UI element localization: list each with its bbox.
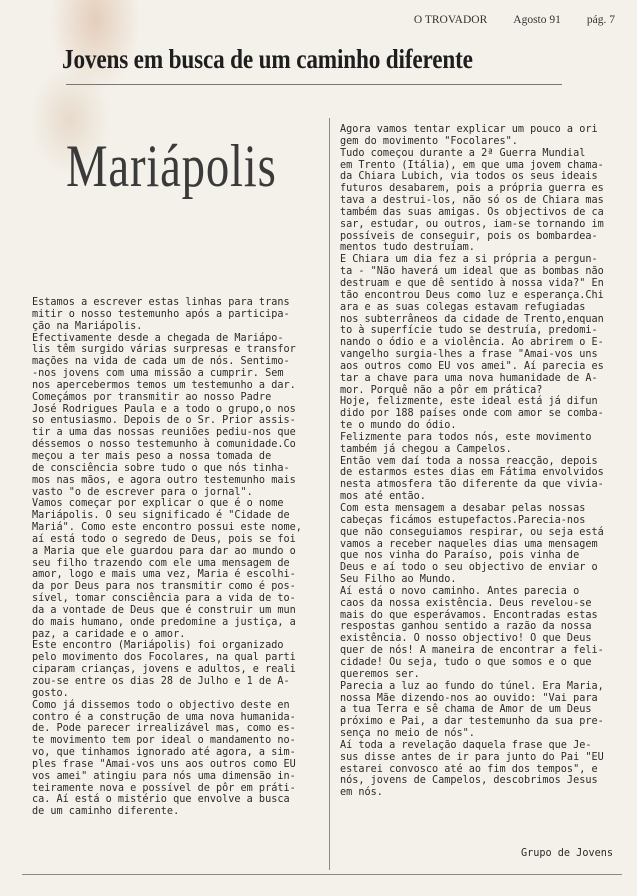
article-title: Mariápolis [66, 133, 277, 199]
text-line: destruam e que dê sentido à nossa vida?" En [340, 277, 604, 289]
text-line: vamos a receber naqueles dias uma mensagem [340, 538, 598, 550]
text-line: vos amei" atingiu para nós uma dimensão in- [32, 770, 296, 782]
text-line: Efectivamente desde a chegada de Mariápo- [32, 332, 284, 344]
text-line: nos apercebermos temos um testemunho a dar. [32, 379, 296, 391]
text-line: gosto. [32, 687, 69, 699]
text-line: que não conseguiamos respirar, ou seja está [340, 526, 604, 538]
issue-date: Agosto 91 [513, 14, 561, 26]
text-line: que nos vinha do Paraíso, pois vinha de [340, 550, 580, 562]
text-line: Este encontro (Mariápolis) foi organizado [32, 640, 284, 652]
text-line: também das suas amigas. Os objectivos de ca [340, 206, 604, 218]
text-line: Aí toda a revelação daquela frase que Je- [340, 739, 592, 751]
text-line: da a vontade de Deus que é construir um mun [32, 604, 296, 616]
text-line: déssemos o nosso testemunho à comunidade.Co [32, 439, 296, 451]
text-line: Como já dissemos todo o objectivo deste en [32, 699, 290, 711]
footer-rule [22, 874, 622, 875]
page-header [340, 14, 615, 26]
text-line: Mariá". Como este encontro possui este nome, [32, 522, 302, 534]
text-line: to à superfície tudo se destruía, predomi- [340, 325, 598, 337]
text-line: mentos tudo destruíam. [340, 242, 475, 254]
text-line: do mais humano, onde predomine a justiça, a [32, 616, 296, 628]
text-line: Hoje, felizmente, este ideal está já difun [340, 396, 598, 408]
text-line: amor, logo e mais uma vez, Maria é escolhi- [32, 569, 296, 581]
text-line: mações na vida de cada um de nós. Sentimo- [32, 356, 290, 368]
text-line: José Rodrigues Paula e a todo o grupo,o nos [32, 403, 296, 415]
text-line: gem do movimento "Focolares". [340, 135, 518, 147]
text-line: sus disse antes de ir para junto do Pai "EU [340, 751, 604, 763]
text-line: a tua Terra e sê chama de Amor de um Deus [340, 704, 592, 716]
text-line: ca. Aí está o mistério que envolve a busca [32, 794, 290, 806]
text-line: a Maria que ele guardou para dar ao mundo o [32, 545, 296, 557]
text-line: Aí está o novo caminho. Antes parecia o [340, 585, 580, 597]
page-number: pág. 7 [586, 14, 615, 26]
text-line: nando o ódio e a violência. Ao abrirem o E- [340, 337, 604, 349]
text-line: sar, estudar, ou outros, iam-se tornando im [340, 218, 604, 230]
text-line: Deus e aí todo o seu objectivo de enviar o [340, 562, 598, 574]
text-line: tava a destrui-los, não só os de Chiara mas [340, 195, 604, 207]
text-line: sível, tomar consciência para a vida de to- [32, 593, 296, 605]
text-line: vasto "o de escrever para o jornal". [32, 486, 253, 498]
text-line: tão encontrou Deus como luz e esperança.Chi [340, 289, 604, 301]
text-line: nesta atmosfera tão diferente da que vivia- [340, 479, 604, 491]
text-line: ção na Mariápolis. [32, 320, 143, 332]
text-line: ples frase "Amai-vos uns aos outros como EU [32, 758, 296, 770]
text-line: mor. Porquê não a pôr em prática? [340, 384, 543, 396]
text-line: mitir o nosso testemunho após a participa- [32, 308, 290, 320]
article-signature: Grupo de Jovens [520, 848, 613, 859]
text-line: estarei convosco até ao fim dos tempos", e [340, 763, 598, 775]
text-line: tar a chave para uma nova humanidade de A- [340, 372, 598, 384]
text-line: quer de nós! A maneira de encontrar a feli- [340, 645, 604, 657]
text-line: em nós. [340, 787, 383, 799]
text-line: ciparam crianças, jovens e adultos, e reali [32, 664, 296, 676]
text-line: seu filho trazendo com ele uma mensagem de [32, 557, 290, 569]
text-line: de. Pode parecer irrealizável mas, como es- [32, 723, 296, 735]
text-line: E Chiara um dia fez a si própria a pergun- [340, 254, 598, 266]
text-line: so entusiasmo. Depois de o Sr. Prior assis- [32, 415, 296, 427]
text-line: também já chegou a Campelos. [340, 443, 512, 455]
text-line: futuros desabarem, pois a própria guerra es [340, 183, 604, 195]
text-line: zou-se entre os dias 28 de Julho e 1 de A- [32, 676, 290, 687]
text-line: Mariápolis. O seu significado é "Cidade de [32, 510, 290, 522]
text-line: te o mundo do ódio. [340, 420, 457, 432]
text-line: meçou a ter mais peso a nossa tomada de [32, 450, 272, 462]
text-line: dido por 188 países onde com amor se comba- [340, 408, 604, 420]
text-line: lis têm surgido várias surpresas e transfor [32, 344, 296, 356]
article-headline: Jovens em busca de um caminho diferente [62, 44, 473, 74]
text-line: paz, a caridade e o amor. [32, 628, 186, 640]
text-line: nossa Mãe dizendo-nos ao ouvido: "Vai para [340, 692, 598, 704]
text-line: sença no meio de nós". [340, 728, 475, 740]
text-line: Com esta mensagem a desabar pelas nossas [340, 503, 586, 514]
text-line: cidade! Ou seja, tudo o que somos e o que [340, 656, 592, 668]
text-line: cabeças ficámos estupefactos.Parecia-nos [340, 514, 586, 526]
text-line: te movimento tem por ideal o mandamento no- [32, 735, 296, 747]
text-line: Agora vamos tentar explicar um pouco a ori [340, 124, 598, 135]
text-line: da por Deus para nos transmitir como é pos- [32, 581, 296, 593]
text-line: Começámos por transmitir ao nosso Padre [32, 391, 272, 403]
text-line: vo, que tinhamos ignorado até agora, a sim- [32, 747, 296, 759]
headline-rule [66, 84, 562, 85]
left-column [32, 297, 322, 818]
text-line: Tudo começou durante a 2ª Guerra Mundial [340, 147, 586, 159]
text-line: Vamos começar por explicar o que é o nome [32, 498, 284, 510]
text-line: aí está todo o segredo de Deus, pois se foi [32, 533, 296, 545]
text-line: respostas ganhou sentido a razão da nossa [340, 621, 592, 633]
text-line: em Trento (Itália), em que uma jovem chama- [340, 159, 604, 171]
text-line: mos nas mãos, e agora outro testemunho mais [32, 474, 296, 486]
text-line: ara e as suas colegas estavam refugiadas [340, 301, 586, 313]
text-line: ta - "Não haverá um ideal que as bombas não [340, 266, 604, 278]
text-line: nos subterrâneos da cidade de Trento,enquan [340, 313, 604, 325]
text-line: próximo e Pai, a dar testemunho da sua pre- [340, 716, 604, 728]
text-line: de consciência sobre tudo o que nós tinha- [32, 462, 290, 474]
text-line: da Chiara Lubich, via todos os seus ideais [340, 171, 598, 183]
publication-name: O TROVADOR [413, 14, 488, 26]
text-line: vangelho surgia-lhes a frase "Amai-vos uns [340, 349, 598, 361]
text-line: mais do que esperávamos. Encontradas estas [340, 609, 598, 621]
text-line: nós, jovens de Campelos, descobrimos Jesus [340, 775, 598, 787]
right-column [340, 124, 620, 799]
text-line: existência. O nosso objectivo! O que Deus [340, 633, 592, 645]
text-line: possíveis de conseguir, pois os bombardea- [340, 230, 598, 242]
text-line: tir a uma das nossas reuniões pediu-nos que [32, 427, 296, 439]
text-line: queremos ser. [340, 668, 420, 680]
text-line: mos até então. [340, 491, 426, 503]
text-line: Seu Filho ao Mundo. [340, 574, 457, 586]
column-divider [329, 118, 330, 870]
text-line: de um caminho diferente. [32, 806, 180, 818]
text-line: pelo movimento dos Focolares, na qual parti [32, 652, 296, 664]
text-line: Parecia a luz ao fundo do túnel. Era Maria, [340, 680, 604, 692]
text-line: Estamos a escrever estas linhas para trans [32, 297, 290, 308]
text-line: de estarmos estes dias em Fátima envolvidos [340, 467, 604, 479]
text-line: Então vem daí toda a nossa reacção, depois [340, 455, 598, 467]
text-line: teiramente nova e possível de pôr em práti- [32, 782, 296, 794]
text-line: aos outros como EU vos amei". Aí parecia es [340, 360, 604, 372]
text-line: -nos jovens com uma missão a cumprir. Sem [32, 368, 284, 380]
text-line: Felizmente para todos nós, este movimento [340, 431, 592, 443]
text-line: contro é a construção de uma nova humanida- [32, 711, 296, 723]
text-line: caos da nossa existência. Deus revelou-se [340, 597, 592, 609]
